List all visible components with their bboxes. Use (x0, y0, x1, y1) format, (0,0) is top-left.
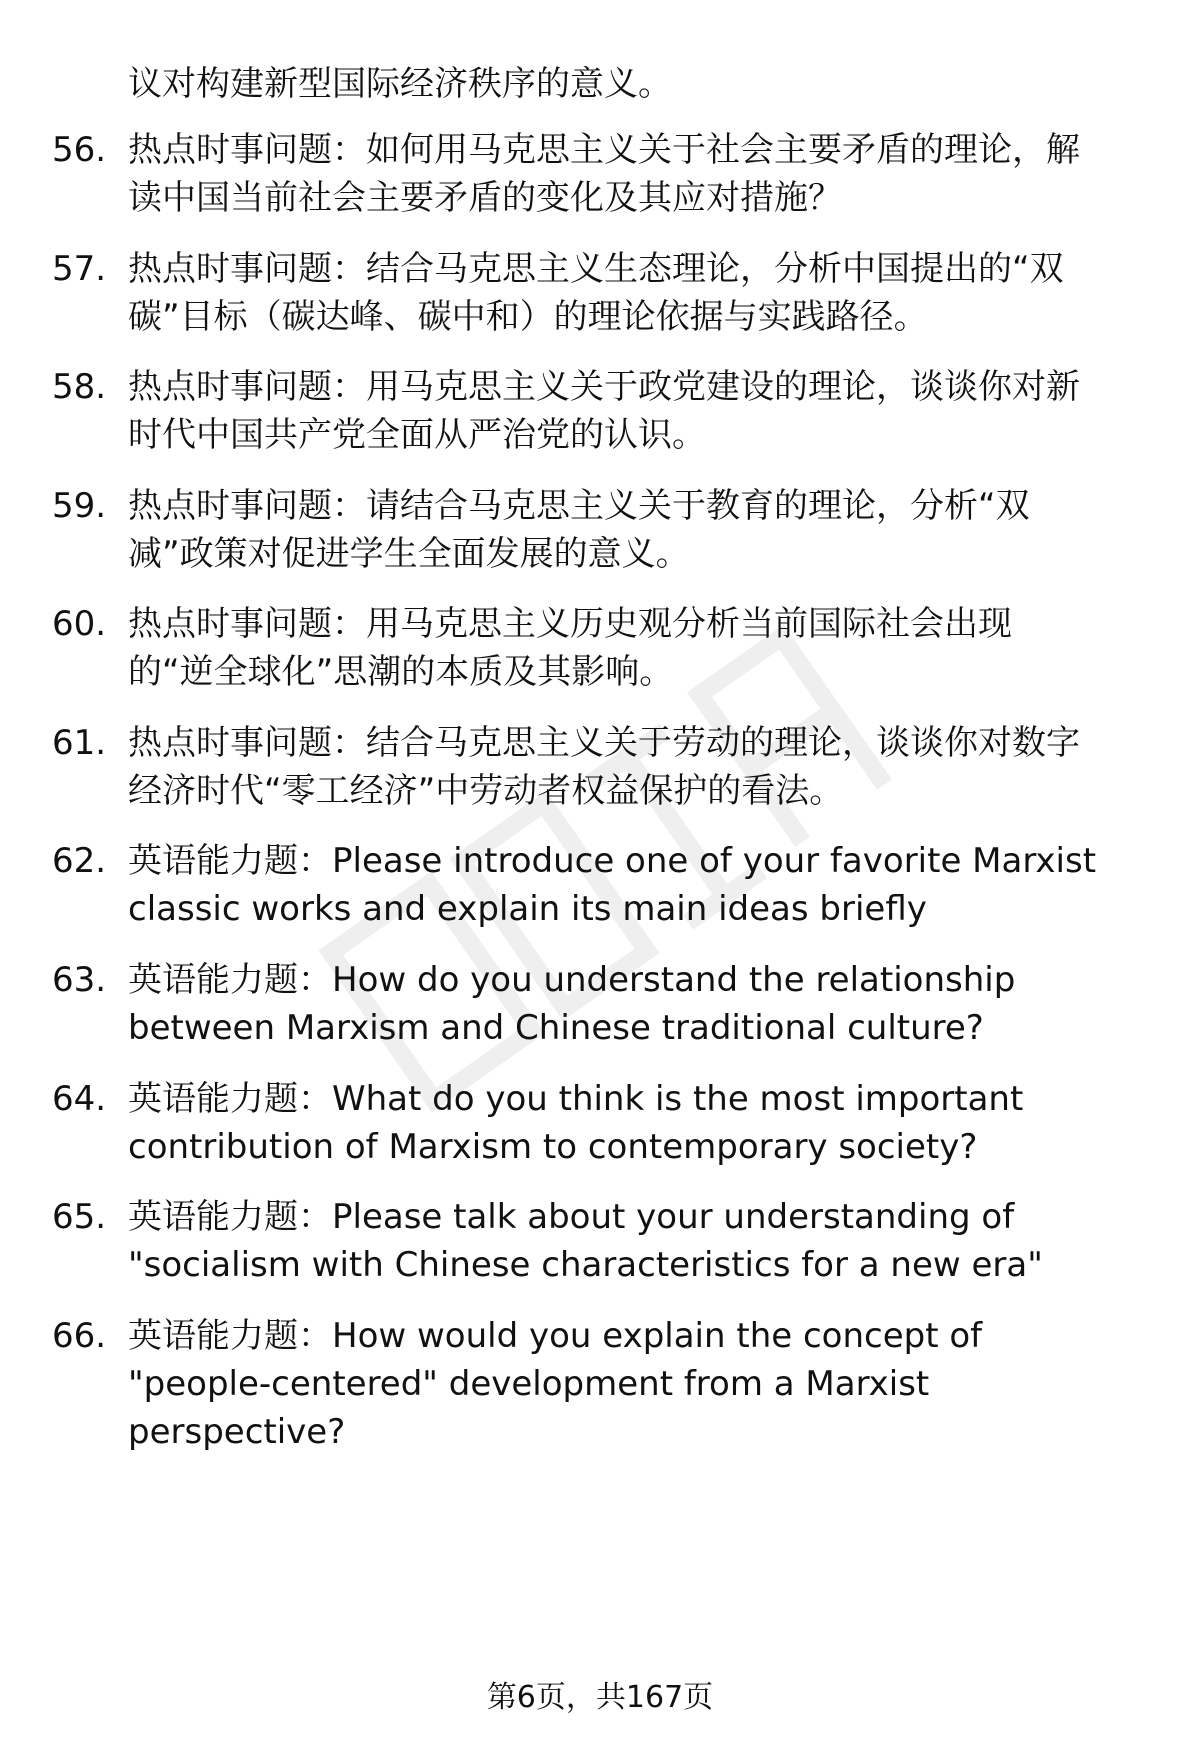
question-line: 英语能力题：Please talk about your understanding of (128, 1197, 1015, 1237)
question-text (128, 245, 1128, 341)
question-number: 65. (52, 1197, 107, 1237)
question-line: 热点时事问题：结合马克思主义关于劳动的理论，谈谈你对数字 (128, 723, 1080, 763)
question-number: 62. (52, 841, 107, 881)
question-line: classic works and explain its main ideas briefly (128, 889, 927, 929)
question-text (128, 482, 1128, 578)
question-text (128, 126, 1128, 222)
question-text (128, 363, 1128, 459)
question-line: 读中国当前社会主要矛盾的变化及其应对措施？ (128, 178, 842, 218)
question-line: 时代中国共产党全面从严治党的认识。 (128, 415, 706, 455)
question-number: 60. (52, 604, 107, 644)
page-number-footer: 第6页，共167页 (486, 1680, 714, 1715)
question-line: "socialism with Chinese characteristics for a new era" (128, 1245, 1043, 1285)
question-number: 66. (52, 1316, 107, 1356)
question-line: 的“逆全球化”思潮的本质及其影响。 (128, 652, 674, 692)
question-text (128, 1075, 1128, 1171)
question-line: 热点时事问题：如何用马克思主义关于社会主要矛盾的理论，解 (128, 130, 1080, 170)
question-number: 57. (52, 249, 107, 289)
question-line: 热点时事问题：结合马克思主义生态理论，分析中国提出的“双 (128, 249, 1064, 289)
question-line: 英语能力题：What do you think is the most important (128, 1079, 1024, 1119)
question-number: 59. (52, 486, 107, 526)
question-number: 61. (52, 723, 107, 763)
question-line: 英语能力题：How do you understand the relationship (128, 960, 1016, 1000)
question-text (128, 956, 1128, 1052)
question-line: contribution of Marxism to contemporary society? (128, 1127, 978, 1167)
question-number: 56. (52, 130, 107, 170)
question-text (128, 600, 1128, 696)
question-number: 63. (52, 960, 107, 1000)
continued-question-line: 议对构建新型国际经济秩序的意义。 (128, 64, 672, 104)
question-text (128, 1312, 1128, 1456)
question-line: 碳”目标（碳达峰、碳中和）的理论依据与实践路径。 (128, 297, 928, 337)
question-line: perspective? (128, 1412, 346, 1452)
question-line: 热点时事问题：请结合马克思主义关于教育的理论，分析“双 (128, 486, 1030, 526)
question-number: 58. (52, 367, 107, 407)
question-line: 减”政策对促进学生全面发展的意义。 (128, 534, 690, 574)
question-line: 英语能力题：Please introduce one of your favorite Marxist (128, 841, 1097, 881)
question-line: 经济时代“零工经济”中劳动者权益保护的看法。 (128, 771, 844, 811)
question-text (128, 837, 1128, 933)
question-line: 热点时事问题：用马克思主义关于政党建设的理论，谈谈你对新 (128, 367, 1080, 407)
question-number: 64. (52, 1079, 107, 1119)
question-line: between Marxism and Chinese traditional culture? (128, 1008, 984, 1048)
question-text (128, 1193, 1128, 1289)
question-line: "people-centered" development from a Marxist (128, 1364, 930, 1404)
question-line: 热点时事问题：用马克思主义历史观分析当前国际社会出现 (128, 604, 1012, 644)
question-text (128, 719, 1128, 815)
question-line: 英语能力题：How would you explain the concept of (128, 1316, 983, 1356)
